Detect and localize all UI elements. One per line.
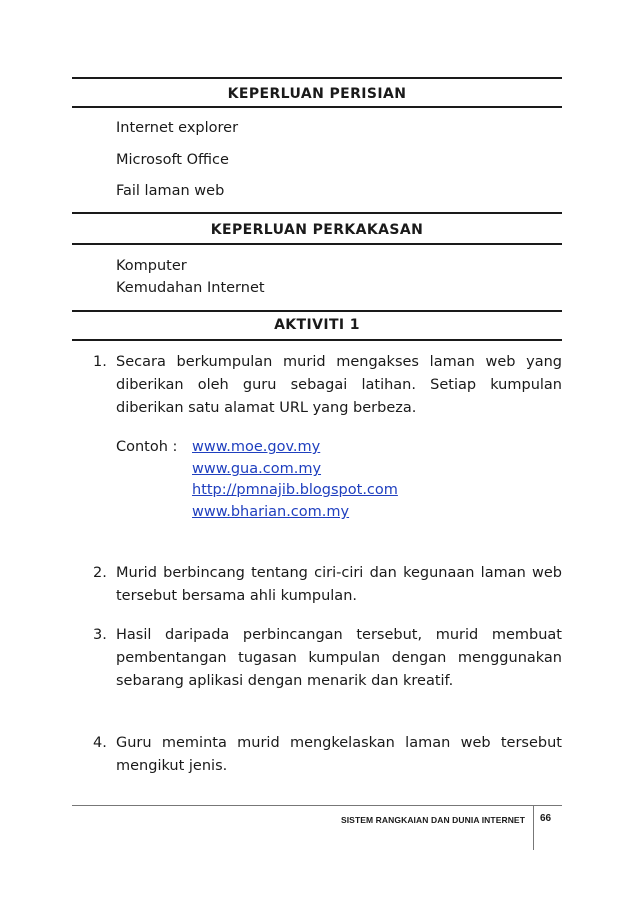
step-number: 4.	[93, 735, 107, 751]
section-rule	[72, 212, 562, 214]
example-label: Contoh :	[116, 439, 178, 455]
software-item: Internet explorer	[116, 120, 239, 136]
hardware-heading: KEPERLUAN PERKAKASAN	[210, 222, 424, 238]
step-text: Secara berkumpulan murid mengakses laman web yang diberikan oleh guru sebagai latihan. Setiap kumpulan diberikan satu alamat URL yang berbeza.	[116, 354, 562, 416]
footer-divider	[533, 806, 534, 850]
step-number: 1.	[93, 354, 107, 370]
software-item: Fail laman web	[116, 183, 225, 199]
example-link[interactable]: www.moe.gov.my	[192, 439, 321, 455]
software-heading: KEPERLUAN PERISIAN	[227, 86, 407, 102]
example-link[interactable]: www.gua.com.my	[192, 461, 322, 477]
section-rule	[72, 77, 562, 79]
hardware-item: Komputer	[116, 258, 187, 274]
step-text: Hasil daripada perbincangan tersebut, murid membuat pembentangan tugasan kumpulan dengan menggunakan sebarang aplikasi dengan menarik dan kreatif.	[116, 627, 562, 689]
step-text: Guru meminta murid mengkelaskan laman web tersebut mengikut jenis.	[116, 735, 562, 774]
step-number: 3.	[93, 627, 107, 643]
section-rule	[72, 243, 562, 245]
section-rule	[72, 339, 562, 341]
activity-heading: AKTIVITI 1	[274, 317, 360, 333]
hardware-item: Kemudahan Internet	[116, 280, 265, 296]
section-rule	[72, 310, 562, 312]
step-text: Murid berbincang tentang ciri-ciri dan kegunaan laman web tersebut bersama ahli kumpulan.	[116, 565, 562, 604]
example-link[interactable]: www.bharian.com.my	[192, 504, 350, 520]
section-rule	[72, 106, 562, 108]
example-link[interactable]: http://pmnajib.blogspot.com	[192, 482, 398, 498]
footer-rule	[72, 805, 562, 806]
step-number: 2.	[93, 565, 107, 581]
footer-title: SISTEM RANGKAIAN DAN DUNIA INTERNET	[340, 815, 525, 825]
page-number: 66	[540, 813, 552, 824]
software-item: Microsoft Office	[116, 152, 229, 168]
